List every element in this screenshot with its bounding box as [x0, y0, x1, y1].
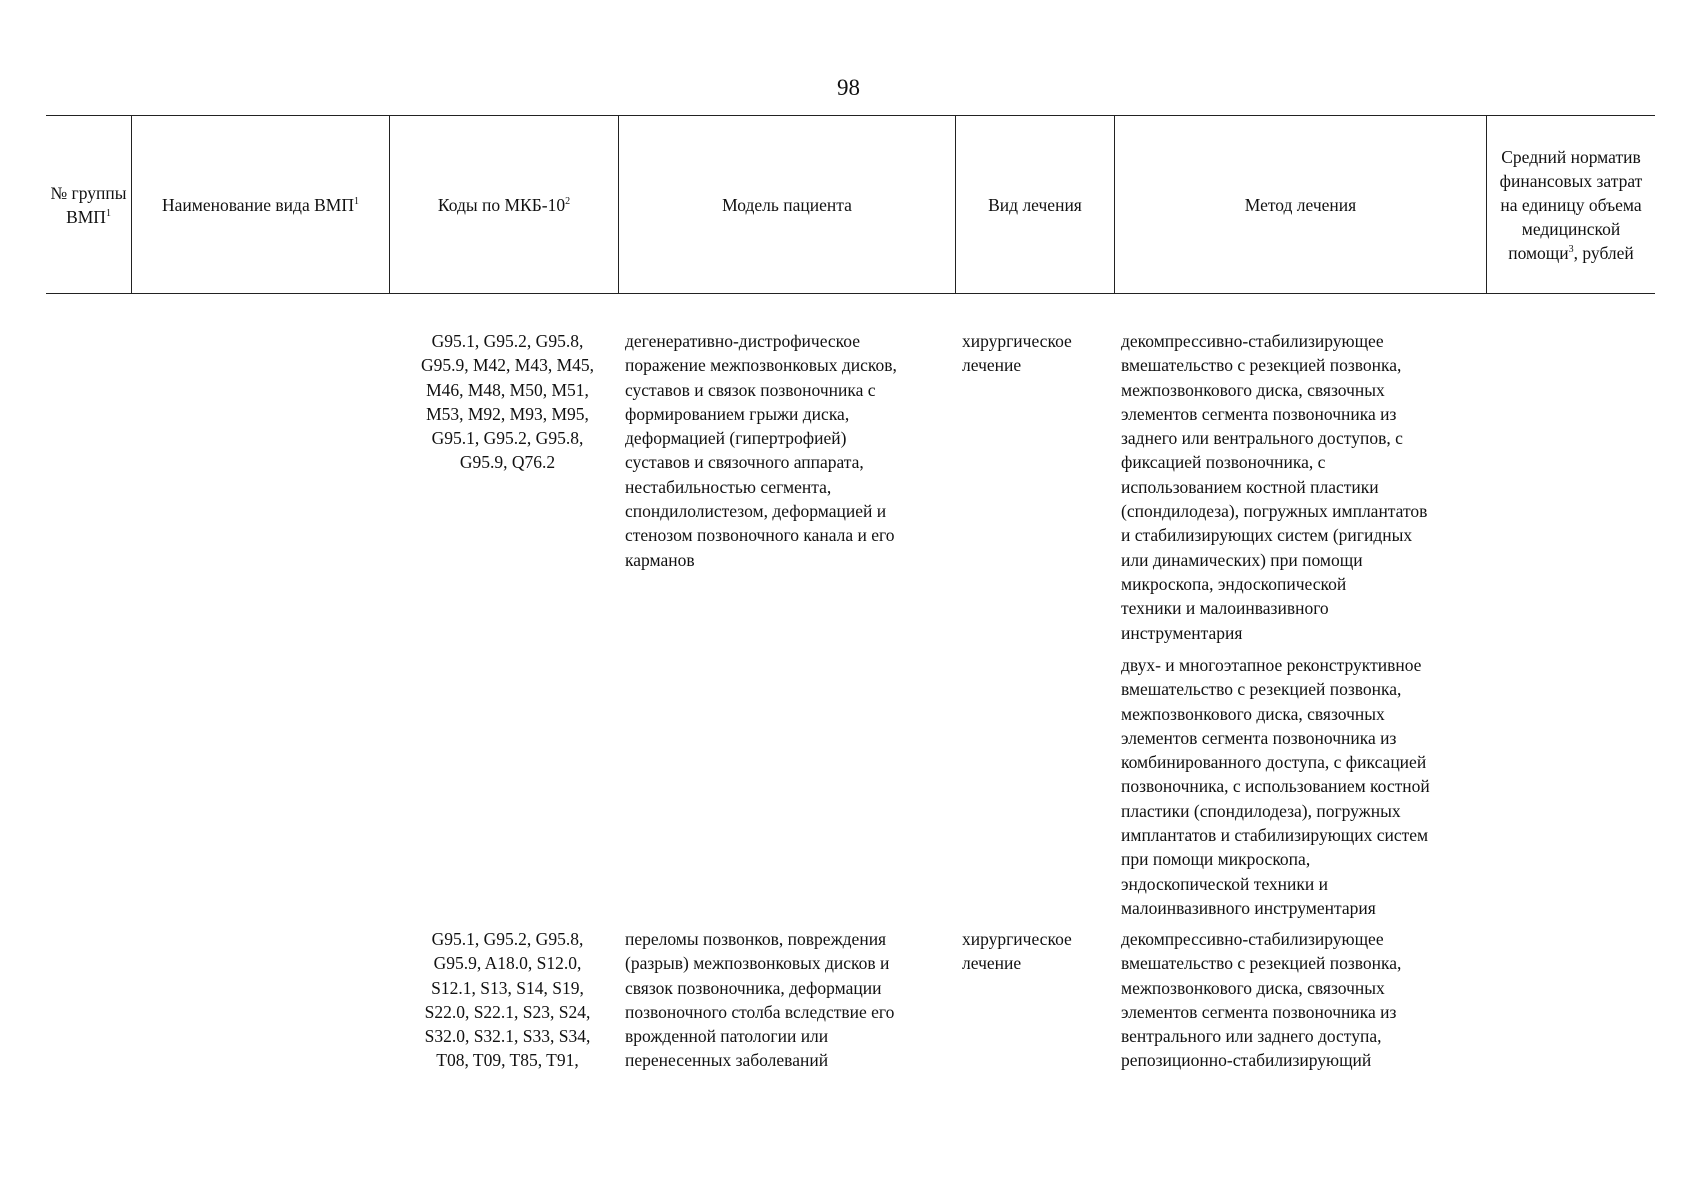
- row-1-patient-model: дегенеративно-дистрофическое поражение межпозвонковых дисков, суставов и связок позвоночника с формированием грыжи диска, деформацией (гипертрофией) суставов и связочного аппарата, нестабильностью сегмента, спондилолистезом, деформацией и стенозом позвоночного канала и его карманов: [625, 331, 897, 570]
- row-1-treatment-type: хирургическое лечение: [962, 331, 1072, 376]
- row-1-method-2: двух- и многоэтапное реконструктивное вмешательство с резекцией позвонка, межпозвонкового диска, связочных элементов сегмента позвоночника из комбинированного доступа, с фиксацией позвоночника, с использованием костной пластики (спондилодеза), погружных имплантатов и стабилизирующих систем при помощи микроскопа, эндоскопической техники и малоинвазивного инструментария: [1121, 655, 1430, 918]
- table-header: [46, 115, 1655, 294]
- row-1-method-1: декомпрессивно-стабилизирующее вмешательство с резекцией позвонка, межпозвонкового диска, связочных элементов сегмента позвоночника из заднего или вентрального доступов, с фиксацией позвоночника, с использованием костной пластики (спондилодеза), погружных имплантатов и стабилизирующих систем (ригидных или динамических) при помощи микроскопа, эндоскопической техники и малоинвазивного инструментария: [1121, 331, 1428, 643]
- header-cost-norm: Средний норматив финансовых затрат на единицу объема медицинской помощи$^3$, рублей: [1499, 146, 1643, 263]
- header-icd-codes: Коды по МКБ-$10^2$: [390, 116, 619, 293]
- page-number: 98: [837, 75, 860, 100]
- row-2-treatment-type: хирургическое лечение: [962, 929, 1072, 974]
- row-2-patient-model: переломы позвонков, повреждения (разрыв) межпозвонковых дисков и связок позвоночника, деформации позвоночного столба вследствие его врожденной патологии или перенесенных заболеваний: [625, 929, 895, 1071]
- row-2-method-1: декомпрессивно-стабилизирующее вмешательство с резекцией позвонка, межпозвонкового диска, связочных элементов сегмента позвоночника из вентрального или заднего доступа, репозиционно-стабилизирующий: [1121, 929, 1402, 1071]
- header-patient-model: Модель пациента: [619, 116, 956, 293]
- row-1-codes: G95.1, G95.2, G95.8, G95.9, M42, M43, M45, M46, M48, M50, M51, M53, M92, M93, M95, G95.1, G95.2, G95.8, G95.9, Q76.2: [420, 331, 595, 473]
- header-vmp-name: Наименование вида ВМП$^1$: [132, 116, 390, 293]
- header-treatment-method: Метод лечения: [1115, 116, 1487, 293]
- row-2-codes: G95.1, G95.2, G95.8, G95.9, A18.0, S12.0, S12.1, S13, S14, S19, S22.0, S22.1, S23, S24, S32.0, S32.1, S33, S34, T08, T09, T85, T91,: [424, 929, 591, 1071]
- header-group-number: № группы ВМП$^1$: [46, 116, 132, 293]
- header-treatment-type: Вид лечения: [956, 116, 1115, 293]
